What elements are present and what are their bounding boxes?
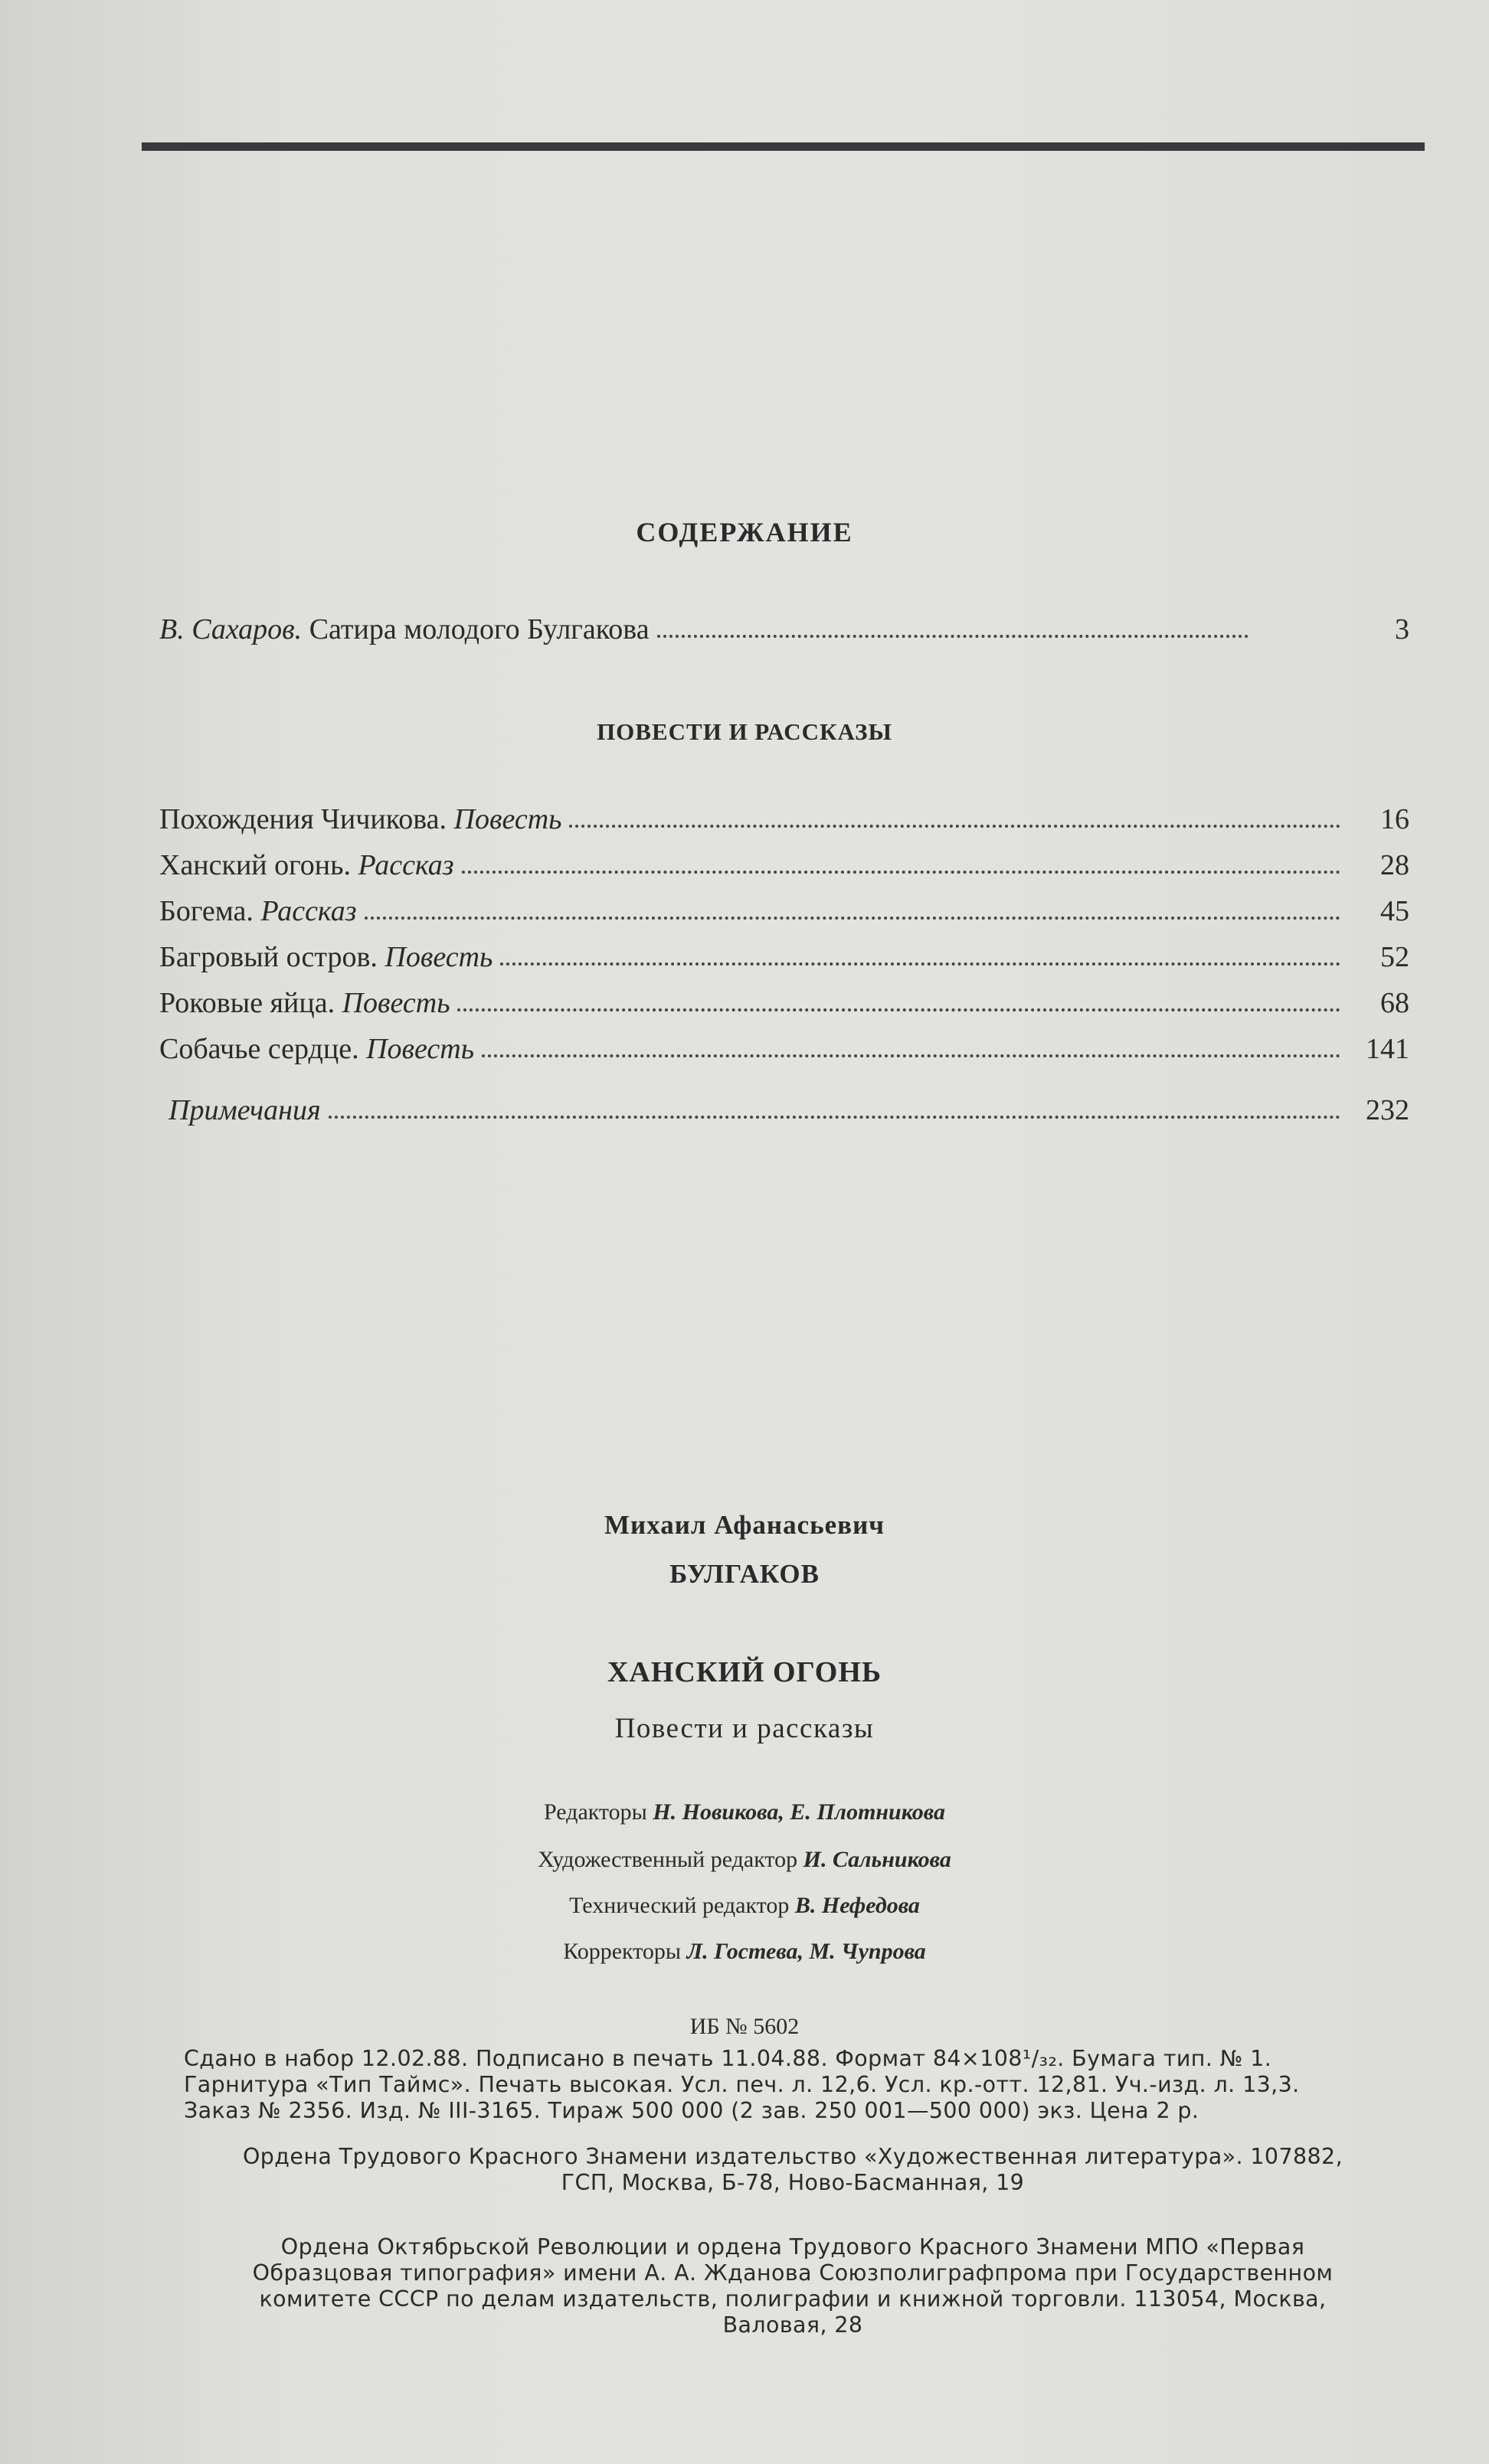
toc-title: Собачье сердце. <box>159 1033 359 1065</box>
credit-names: В. Нефедова <box>794 1893 920 1918</box>
publisher-block <box>184 2144 1402 2196</box>
toc-row <box>159 979 1409 1020</box>
toc-page: 141 <box>1366 1033 1409 1065</box>
toc-title: Ханский огонь. <box>159 849 351 881</box>
toc-page: 28 <box>1380 849 1409 881</box>
intro-title: Сатира молодого Булгакова <box>309 613 650 645</box>
ib-number: ИБ № 5602 <box>689 2014 800 2039</box>
credit-role: Корректоры <box>563 1939 682 1964</box>
credit-names: Н. Новикова, Е. Плотникова <box>653 1799 946 1825</box>
intro-author: В. Сахаров. <box>159 613 303 645</box>
toc-notes-row <box>169 1086 1409 1127</box>
toc-row <box>159 841 1409 882</box>
toc-row <box>159 795 1409 836</box>
printer-line: Ордена Октябрьской Революции и ордена Трудового Красного Знамени МПО «Первая <box>280 2234 1305 2260</box>
leader-dots <box>569 825 1340 828</box>
publisher-line: ГСП, Москва, Б-78, Ново-Басманная, 19 <box>561 2170 1025 2195</box>
notes-page: 232 <box>1366 1094 1409 1126</box>
imprint-line: Заказ № 2356. Изд. № III-3165. Тираж 500 000 (2 зав. 250 001—500 000) экз. Цена 2 р. <box>184 2098 1199 2123</box>
credit-role: Технический редактор <box>569 1893 790 1918</box>
toc-title: Багровый остров. <box>159 941 378 973</box>
toc-genre: Рассказ <box>358 849 454 881</box>
author-surname: БУЛГАКОВ <box>669 1559 820 1589</box>
credit-role: Редакторы <box>543 1799 647 1825</box>
toc-genre: Рассказ <box>260 895 357 927</box>
toc-genre: Повесть <box>342 987 450 1019</box>
leader-dots <box>462 871 1340 874</box>
toc-row <box>159 1024 1409 1066</box>
printer-block <box>184 2234 1402 2338</box>
intro-page: 3 <box>1395 613 1409 645</box>
toc-genre: Повесть <box>453 803 562 835</box>
credit-line <box>0 1939 1489 1965</box>
credit-role: Художественный редактор <box>538 1847 798 1872</box>
contents-title: СОДЕРЖАНИЕ <box>636 517 853 547</box>
toc-title: Похождения Чичикова. <box>159 803 447 835</box>
toc-intro-text <box>159 613 650 646</box>
printer-line: Образцовая типография» имени А. А. Жданова Союзполиграфпрома при Государственном <box>252 2260 1334 2286</box>
toc-title: Роковые яйца. <box>159 987 335 1019</box>
leader-dots <box>329 1116 1340 1119</box>
credit-line <box>0 1847 1489 1873</box>
top-rule <box>142 142 1425 151</box>
author-name: Михаил Афанасьевич <box>604 1510 885 1540</box>
credit-names: И. Сальникова <box>803 1847 951 1872</box>
leader-dots <box>365 917 1340 920</box>
leader-dots <box>482 1054 1340 1057</box>
toc-title: Богема. <box>159 895 254 927</box>
imprint-line: Гарнитура «Тип Таймс». Печать высокая. Усл. печ. л. 12,6. Усл. кр.-отт. 12,81. Уч.-изд. л. 13,3. <box>184 2072 1300 2097</box>
leader-dots <box>500 962 1340 966</box>
toc-intro-row <box>159 605 1409 646</box>
toc-page: 16 <box>1380 803 1409 835</box>
publisher-line: Ордена Трудового Красного Знамени издательство «Художественная литература». 107882, <box>242 2144 1343 2169</box>
toc-genre: Повесть <box>366 1033 474 1065</box>
credit-line <box>0 1893 1489 1919</box>
credit-names: Л. Гостева, М. Чупрова <box>686 1939 926 1964</box>
toc-page: 45 <box>1380 895 1409 927</box>
imprint-block <box>184 2046 1402 2124</box>
printer-line: Валовая, 28 <box>722 2312 863 2338</box>
imprint-line: Сдано в набор 12.02.88. Подписано в печать 11.04.88. Формат 84×108¹/₃₂. Бумага тип. № 1. <box>184 2046 1272 2071</box>
credit-line <box>0 1799 1489 1825</box>
book-subtitle: Повести и рассказы <box>614 1713 875 1744</box>
leader-dots <box>657 635 1248 638</box>
toc-row <box>159 933 1409 974</box>
toc-page: 68 <box>1380 987 1409 1019</box>
toc-genre: Повесть <box>385 941 493 973</box>
printer-line: комитете СССР по делам издательств, полиграфии и книжной торговли. 113054, Москва, <box>259 2286 1327 2312</box>
section-title: ПОВЕСТИ И РАССКАЗЫ <box>597 718 892 745</box>
book-title: ХАНСКИЙ ОГОНЬ <box>607 1656 882 1688</box>
toc-page: 52 <box>1380 941 1409 973</box>
notes-title: Примечания <box>169 1094 321 1126</box>
toc-row <box>159 887 1409 928</box>
leader-dots <box>457 1008 1340 1011</box>
